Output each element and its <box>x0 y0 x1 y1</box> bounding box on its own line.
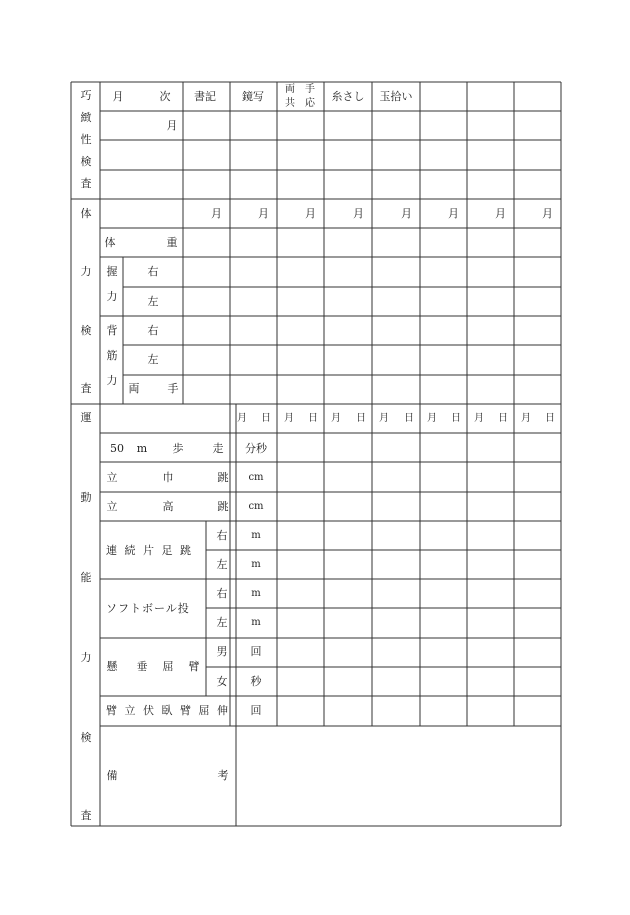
grip-label-1: 握 <box>106 265 118 278</box>
dex-order-label: 次 <box>159 90 171 103</box>
motor-date-month: 月 <box>379 413 389 424</box>
remarks-label-2: 考 <box>217 769 229 782</box>
broad-label-1: 立 <box>106 471 118 484</box>
physical-month-label: 月 <box>353 207 364 220</box>
motor-date-day: 日 <box>451 413 461 424</box>
physical-month-label: 月 <box>401 207 412 220</box>
motor-date-day: 日 <box>545 413 555 424</box>
back-label-3: 力 <box>106 374 118 387</box>
motor-title-char-4: 検 <box>80 731 92 744</box>
dex-month-cell: 月 <box>166 119 178 132</box>
dexterity-title-char-3: 検 <box>80 155 92 168</box>
weight-label-1: 体 <box>104 236 116 249</box>
softball-label: ソフトボール投 <box>106 602 190 615</box>
run50-label-1: 50 <box>110 442 124 455</box>
physical-title-char-0: 体 <box>80 207 92 220</box>
motor-date-month: 月 <box>427 413 437 424</box>
pushup-label: 臂 立 伏 臥 臂 屈 伸 <box>106 704 230 717</box>
grip-right: 右 <box>147 265 159 278</box>
dex-col-itosashi: 糸さし <box>331 90 365 103</box>
physical-title-char-1: 力 <box>80 265 92 278</box>
grip-left: 左 <box>147 295 159 308</box>
run50-label-4: 走 <box>212 442 224 455</box>
hang-unit-female: 秒 <box>250 675 262 688</box>
hang-label-2: 垂 <box>136 660 148 673</box>
dexterity-title-char-1: 緻 <box>80 111 92 124</box>
motor-title-char-2: 能 <box>80 571 92 584</box>
hang-female: 女 <box>216 675 228 688</box>
motor-title-char-0: 運 <box>80 411 92 424</box>
dexterity-title-char-4: 査 <box>80 177 92 190</box>
motor-title-char-1: 動 <box>80 491 92 504</box>
hop-unit-right: m <box>251 530 261 541</box>
dex-col-shoki: 書記 <box>194 90 216 103</box>
dex-month-label: 月 <box>112 90 124 103</box>
remarks-label-1: 備 <box>106 769 118 782</box>
high-unit: cm <box>248 501 264 512</box>
run50-unit: 分秒 <box>245 442 267 455</box>
dex-col-tamahiroi: 玉拾い <box>379 90 413 103</box>
back-label-2: 筋 <box>106 349 118 362</box>
weight-label-2: 重 <box>166 236 178 249</box>
physical-month-label: 月 <box>542 207 553 220</box>
dex-col-kyousha: 鏡写 <box>242 90 264 103</box>
broad-label-2: 巾 <box>162 471 174 484</box>
hop-unit-left: m <box>251 559 261 570</box>
softball-unit-right: m <box>251 588 261 599</box>
pushup-unit: 回 <box>250 704 262 717</box>
back-left: 左 <box>147 353 159 366</box>
motor-date-day: 日 <box>498 413 508 424</box>
back-right: 右 <box>147 324 159 337</box>
motor-date-month: 月 <box>331 413 341 424</box>
dex-col-ryoute: 両 手 <box>285 84 315 95</box>
high-label-3: 跳 <box>217 500 229 513</box>
hop-right: 右 <box>216 529 228 542</box>
hang-unit-male: 回 <box>250 645 262 658</box>
motor-title-char-5: 査 <box>80 809 92 822</box>
high-label-2: 高 <box>162 500 174 513</box>
physical-month-label: 月 <box>305 207 316 220</box>
physical-title-char-2: 検 <box>80 324 92 337</box>
hang-label-3: 屈 <box>162 660 174 673</box>
high-label-1: 立 <box>106 500 118 513</box>
motor-date-day: 日 <box>261 413 271 424</box>
back-label-1: 背 <box>106 324 118 337</box>
motor-date-day: 日 <box>356 413 366 424</box>
motor-title-char-3: 力 <box>80 651 92 664</box>
dexterity-title-char-2: 性 <box>80 133 92 146</box>
broad-unit: cm <box>248 472 264 483</box>
hang-label-1: 懸 <box>106 660 118 673</box>
hang-male: 男 <box>216 645 228 658</box>
run50-label-3: 歩 <box>172 442 184 455</box>
motor-date-month: 月 <box>521 413 531 424</box>
softball-unit-left: m <box>251 617 261 628</box>
physical-month-label: 月 <box>211 207 222 220</box>
motor-date-month: 月 <box>474 413 484 424</box>
grip-label-2: 力 <box>106 290 118 303</box>
softball-right: 右 <box>216 587 228 600</box>
back-both-2: 手 <box>167 382 179 395</box>
hop-left: 左 <box>216 558 228 571</box>
hang-label-4: 臂 <box>188 660 200 673</box>
motor-date-month: 月 <box>284 413 294 424</box>
dexterity-title-char-0: 巧 <box>80 89 92 102</box>
physical-month-label: 月 <box>448 207 459 220</box>
physical-title-char-3: 査 <box>80 382 92 395</box>
hop-label: 連 続 片 足 跳 <box>106 544 193 557</box>
back-both-1: 両 <box>128 382 140 395</box>
motor-date-day: 日 <box>404 413 414 424</box>
dex-col-kyouou: 共 応 <box>285 98 315 109</box>
physical-month-label: 月 <box>495 207 506 220</box>
physical-month-label: 月 <box>258 207 269 220</box>
motor-date-month: 月 <box>237 413 247 424</box>
run50-label-2: m <box>136 442 148 455</box>
motor-date-day: 日 <box>308 413 318 424</box>
broad-label-3: 跳 <box>217 471 229 484</box>
softball-left: 左 <box>216 616 228 629</box>
